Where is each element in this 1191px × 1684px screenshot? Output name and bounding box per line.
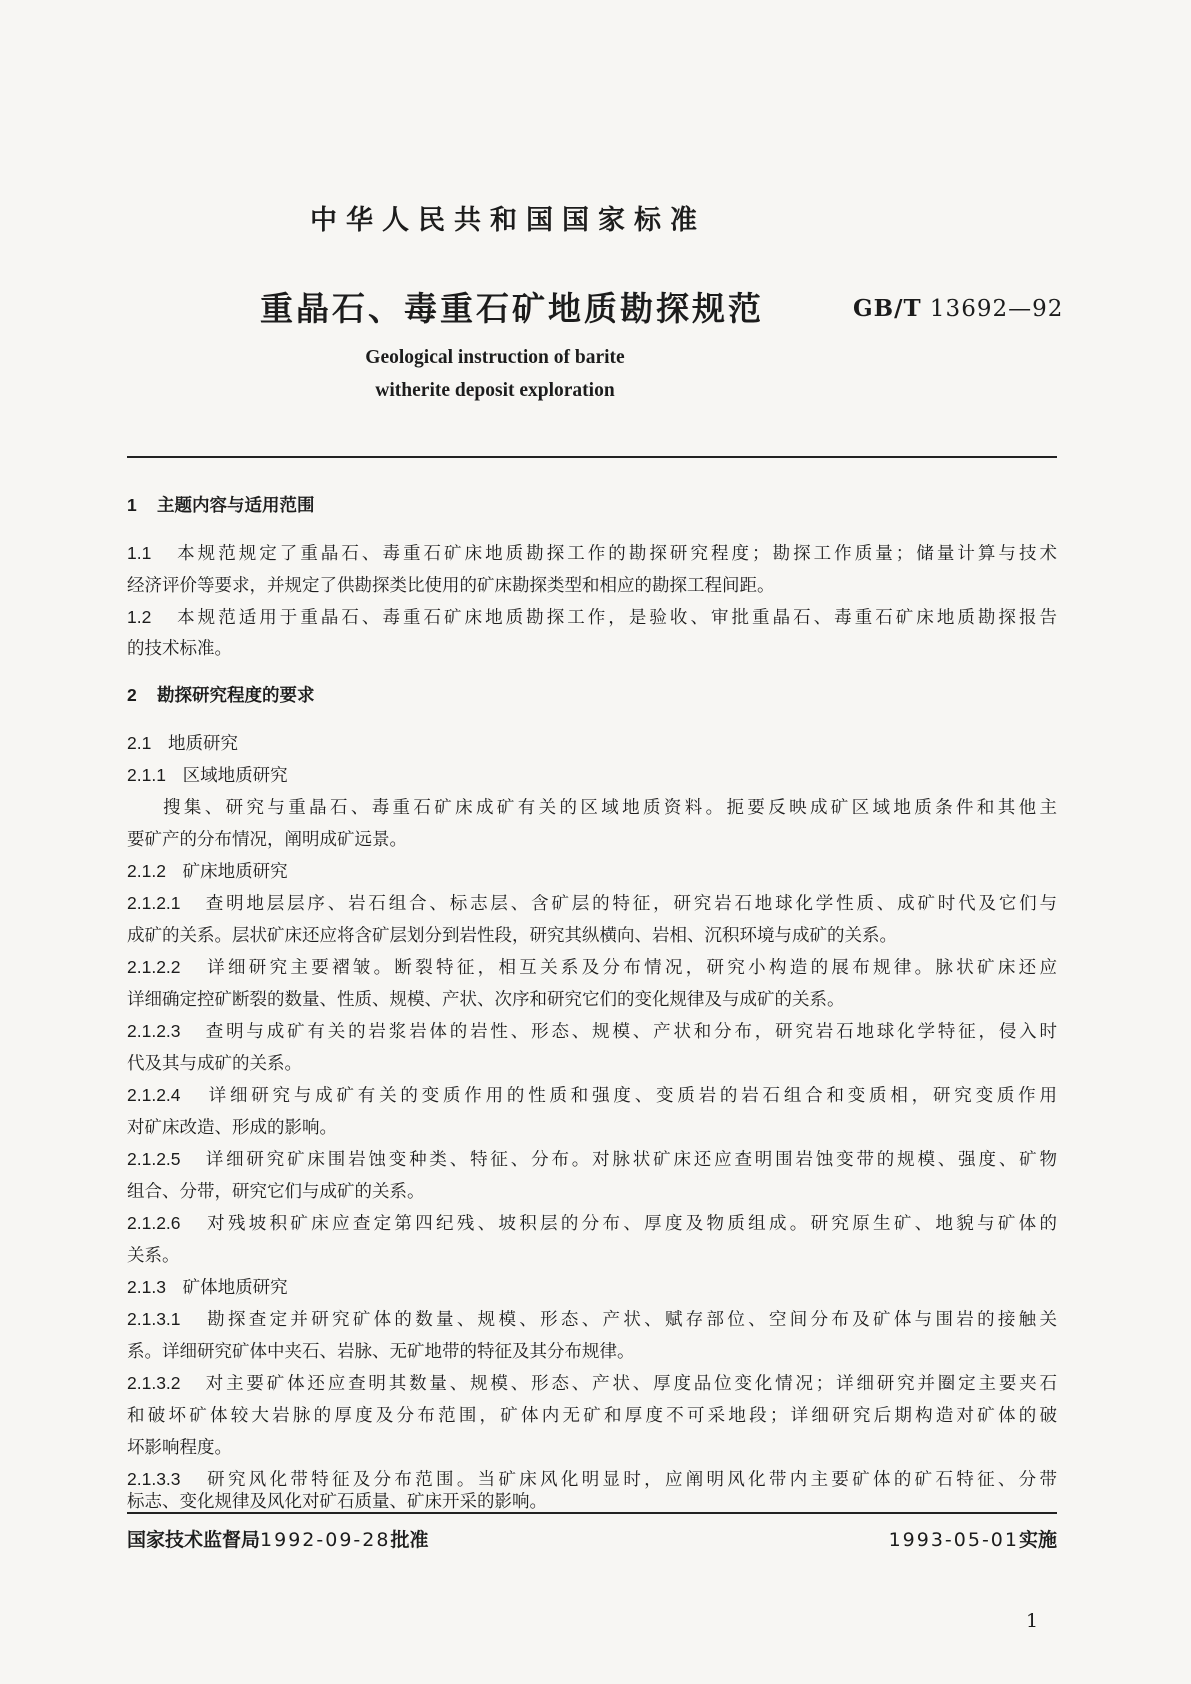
- paragraph-2-1-2-5: 2.1.2.5 详细研究矿床围岩蚀变种类、特征、分布。对脉状矿床还应查明围岩蚀变带的规模、强度、矿物: [127, 1149, 1057, 1170]
- paragraph-2-1-2-3: 2.1.2.3 查明与成矿有关的岩浆岩体的岩性、形态、规模、产状和分布，研究岩石地球化学特征，侵入时: [127, 1021, 1057, 1042]
- paragraph-2-1-3-2-cont: 和破坏矿体较大岩脉的厚度及分布范围，矿体内无矿和厚度不可采地段；详细研究后期构造对矿体的破: [127, 1406, 1057, 1426]
- section2-heading: [127, 682, 315, 707]
- paragraph-2-1-2-6: 2.1.2.6 对残坡积矿床应查定第四纪残、坡积层的分布、厚度及物质组成。研究原生矿、地貌与矿体的: [127, 1213, 1057, 1234]
- standard-code-prefix: GB/T: [853, 295, 922, 322]
- paragraph-2-1-2-1: 2.1.2.1 查明地层层序、岩石组合、标志层、含矿层的特征，研究岩石地球化学性质、成矿时代及它们与: [127, 893, 1057, 914]
- section2-number: 2: [127, 685, 137, 705]
- paragraph-2-1-2-1-cont: 成矿的关系。层状矿床还应将含矿层划分到岩性段，研究其纵横向、岩相、沉积环境与成矿的关系。: [127, 926, 897, 946]
- english-title-line1: Geological instruction of barite: [365, 347, 625, 368]
- paragraph-2-1-2-4: 2.1.2.4 详细研究与成矿有关的变质作用的性质和强度、变质岩的岩石组合和变质相，研究变质作用: [127, 1085, 1057, 1106]
- page-number: 1: [1026, 1610, 1039, 1632]
- approval-line: [127, 1525, 428, 1552]
- approval-date: 1992-09-28: [260, 1529, 391, 1551]
- national-standard-heading: 中华人民共和国国家标准: [310, 205, 706, 236]
- section2-title: 勘探研究程度的要求: [157, 686, 315, 706]
- english-title-line2: witherite deposit exploration: [375, 380, 615, 401]
- paragraph-2-1-3-2: 2.1.3.2 对主要矿体还应查明其数量、规模、形态、产状、厚度品位变化情况；详细研究并圈定主要夹石: [127, 1373, 1057, 1394]
- paragraph-2-1-1-cont: 要矿产的分布情况，阐明成矿远景。: [127, 830, 407, 850]
- paragraph-1-1-cont: 经济评价等要求，并规定了供勘探类比使用的矿床勘探类型和相应的勘探工程间距。: [127, 576, 775, 596]
- document-title: 重晶石、毒重石矿地质勘探规范: [260, 289, 764, 328]
- subsection-2-1-3: 2.1.3 矿体地质研究: [127, 1277, 288, 1298]
- paragraph-1-2: 1.2 本规范适用于重晶石、毒重石矿床地质勘探工作，是验收、审批重晶石、毒重石矿床地质勘探报告: [127, 607, 1057, 628]
- effective-date: 1993-05-01: [888, 1529, 1019, 1551]
- paragraph-2-1-3-3: 2.1.3.3 研究风化带特征及分布范围。当矿床风化明显时，应阐明风化带内主要矿体的矿石特征、分带: [127, 1469, 1057, 1490]
- subsection-2-1-1: 2.1.1 区域地质研究: [127, 765, 288, 786]
- paragraph-2-1-2-4-cont: 对矿床改造、形成的影响。: [127, 1118, 337, 1138]
- standard-code-number: 13692—92: [929, 296, 1064, 322]
- effective-line: [866, 1525, 1057, 1552]
- approval-org: 国家技术监督局: [127, 1529, 261, 1551]
- section1-number: 1: [127, 495, 137, 515]
- header-divider: [127, 456, 1057, 458]
- paragraph-2-1-3-1: 2.1.3.1 勘探查定并研究矿体的数量、规模、形态、产状、赋存部位、空间分布及矿体与围岩的接触关: [127, 1309, 1057, 1330]
- paragraph-2-1-2-2: 2.1.2.2 详细研究主要褶皱。断裂特征，相互关系及分布情况，研究小构造的展布规律。脉状矿床还应: [127, 957, 1057, 978]
- subsection-2-1: 2.1 地质研究: [127, 733, 239, 754]
- standard-code: [853, 295, 1063, 322]
- paragraph-2-1-2-2-cont: 详细确定控矿断裂的数量、性质、规模、产状、次序和研究它们的变化规律及与成矿的关系。: [127, 990, 845, 1010]
- paragraph-2-1-1: 搜集、研究与重晶石、毒重石矿床成矿有关的区域地质资料。扼要反映成矿区域地质条件和其他主: [163, 798, 1057, 818]
- paragraph-2-1-3-2-end: 坏影响程度。: [127, 1438, 232, 1458]
- section1-title: 主题内容与适用范围: [157, 496, 315, 516]
- paragraph-2-1-3-3-cont: 标志、变化规律及风化对矿石质量、矿床开采的影响。: [127, 1492, 547, 1512]
- paragraph-2-1-2-3-cont: 代及其与成矿的关系。: [127, 1054, 302, 1074]
- effective-suffix: 实施: [1018, 1529, 1057, 1551]
- section1-heading: [127, 492, 315, 517]
- paragraph-2-1-2-6-cont: 关系。: [127, 1246, 180, 1266]
- paragraph-2-1-3-1-cont: 系。详细研究矿体中夹石、岩脉、无矿地带的特征及其分布规律。: [127, 1342, 635, 1362]
- approval-suffix: 批准: [390, 1529, 429, 1551]
- subsection-2-1-2: 2.1.2 矿床地质研究: [127, 861, 288, 882]
- paragraph-2-1-2-5-cont: 组合、分带，研究它们与成矿的关系。: [127, 1182, 425, 1202]
- paragraph-1-1: 1.1 本规范规定了重晶石、毒重石矿床地质勘探工作的勘探研究程度；勘探工作质量；储量计算与技术: [127, 543, 1057, 564]
- paragraph-1-2-cont: 的技术标准。: [127, 639, 232, 659]
